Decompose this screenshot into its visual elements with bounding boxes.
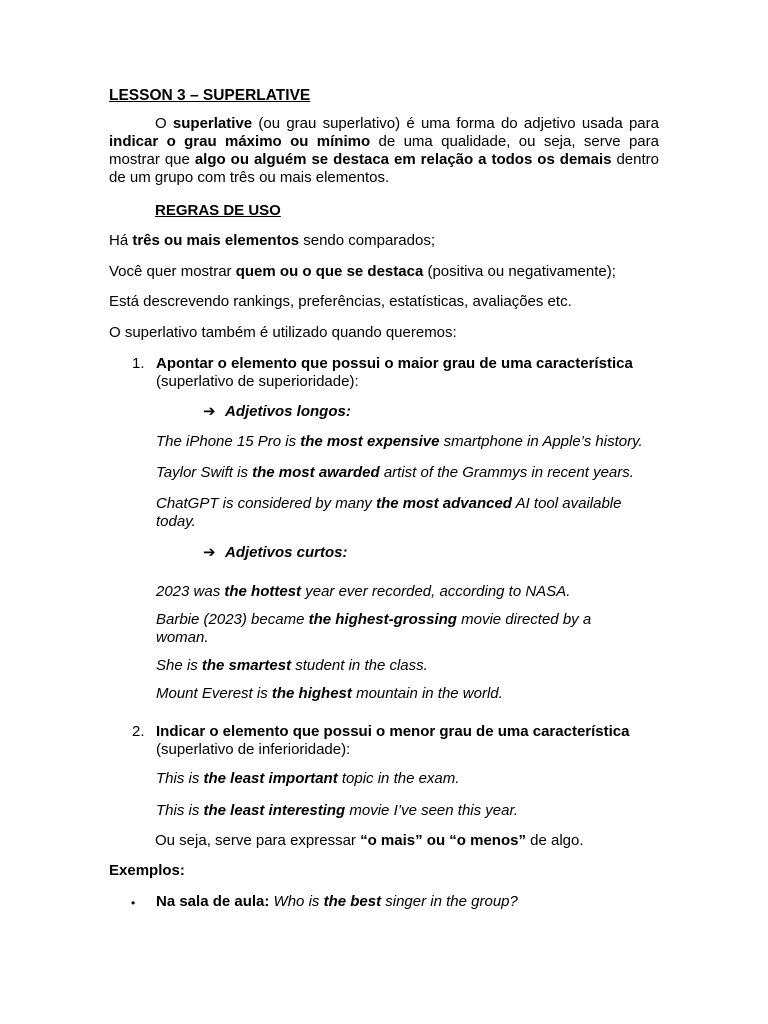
rule-line: Você quer mostrar quem ou o que se destaca (positiva ou negativamente); bbox=[109, 263, 616, 280]
list-number: 2. bbox=[132, 723, 145, 740]
summary-line: Ou seja, serve para expressar “o mais” ou “o menos” de algo. bbox=[155, 832, 584, 849]
rules-heading: REGRAS DE USO bbox=[155, 202, 281, 219]
list-item-1: Apontar o elemento que possui o maior grau de uma característica (superlativo de superioridade): bbox=[156, 355, 633, 390]
bullet-item: Na sala de aula: Who is the best singer in the group? bbox=[156, 893, 518, 910]
example-sentence: Taylor Swift is the most awarded artist of the Grammys in recent years. bbox=[156, 464, 634, 481]
list-number: 1. bbox=[132, 355, 145, 372]
bullet-marker: • bbox=[131, 896, 136, 910]
example-sentence: Mount Everest is the highest mountain in the world. bbox=[156, 685, 503, 702]
examples-heading: Exemplos: bbox=[109, 862, 185, 879]
example-sentence: ChatGPT is considered by many the most advanced AI tool available today. bbox=[156, 495, 622, 530]
example-sentence: The iPhone 15 Pro is the most expensive smartphone in Apple’s history. bbox=[156, 433, 643, 450]
rule-line: O superlativo também é utilizado quando queremos: bbox=[109, 324, 457, 341]
rule-line: Está descrevendo rankings, preferências, estatísticas, avaliações etc. bbox=[109, 293, 572, 310]
example-sentence: 2023 was the hottest year ever recorded, according to NASA. bbox=[156, 583, 571, 600]
intro-paragraph: O superlative (ou grau superlativo) é uma forma do adjetivo usada para indicar o grau máximo ou mínimo de uma qualidade, ou seja, serve para mostrar que algo ou alguém se destaca em relação a todos os demais dentro de um grupo com três ou mais elementos. bbox=[109, 115, 659, 186]
title-underline-fill bbox=[310, 87, 622, 105]
example-sentence: This is the least interesting movie I’ve seen this year. bbox=[156, 802, 519, 819]
list-item-2: Indicar o elemento que possui o menor grau de uma característica (superlativo de inferioridade): bbox=[156, 723, 630, 758]
arrow-right-icon: ➔ bbox=[203, 403, 216, 420]
rule-line: Há três ou mais elementos sendo comparados; bbox=[109, 232, 435, 249]
long-adjectives-label: ➔ Adjetivos longos: bbox=[203, 403, 351, 420]
example-sentence: She is the smartest student in the class. bbox=[156, 657, 428, 674]
example-sentence: Barbie (2023) became the highest-grossing movie directed by a woman. bbox=[156, 611, 592, 646]
short-adjectives-label: ➔ Adjetivos curtos: bbox=[203, 544, 348, 561]
arrow-right-icon: ➔ bbox=[203, 544, 216, 561]
lesson-title: LESSON 3 – SUPERLATIVE bbox=[109, 87, 659, 105]
example-sentence: This is the least important topic in the exam. bbox=[156, 770, 460, 787]
